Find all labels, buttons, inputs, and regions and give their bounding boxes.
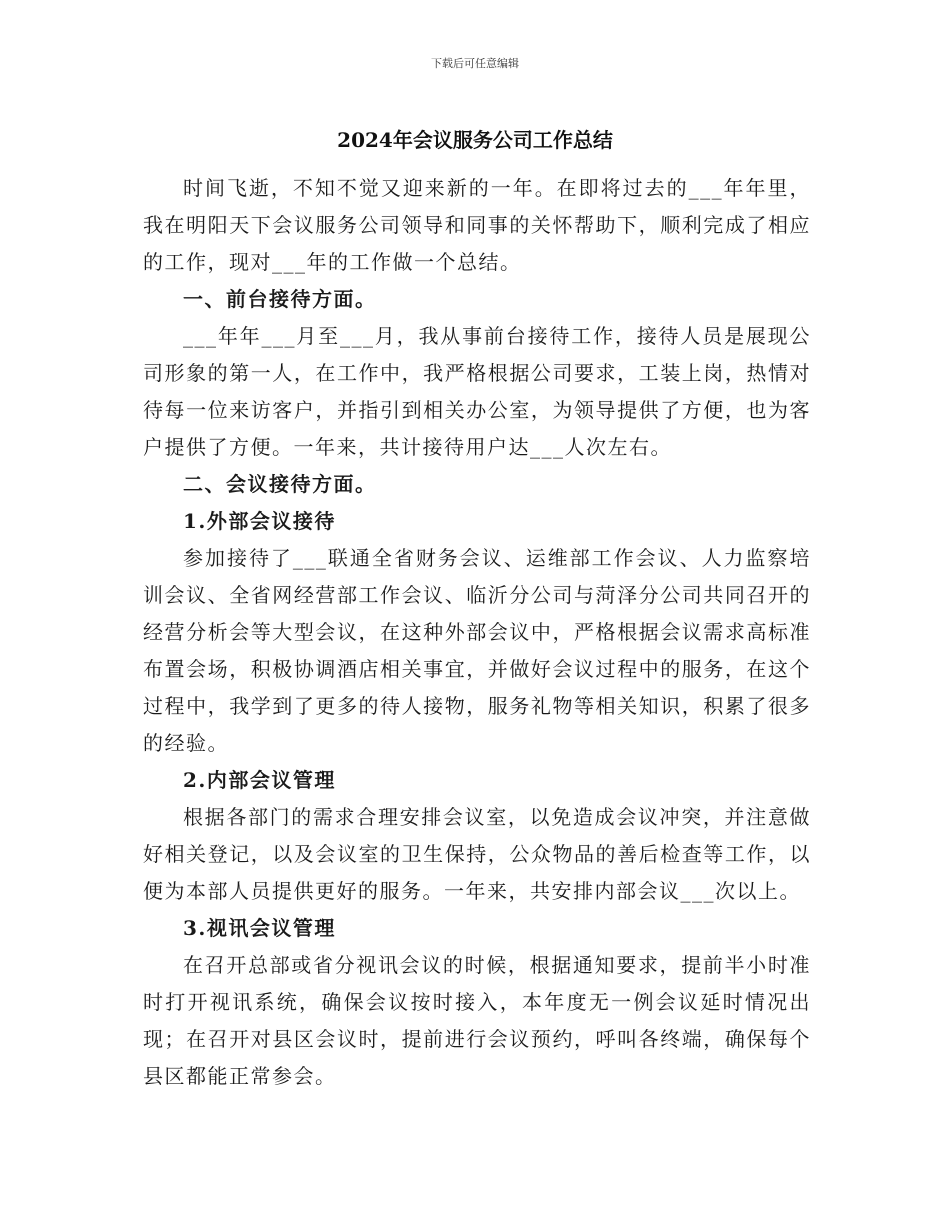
- subsection-3-paragraph: 在召开总部或省分视讯会议的时候，根据通知要求，提前半小时准时打开视讯系统，确保会议按时接入，本年度无一例会议延时情况出现；在召开对县区会议时，提前进行会议预约，呼叫各终端，确保每个县区都能正常参会。: [143, 953, 811, 1088]
- header-note: 下载后可任意编辑: [431, 57, 519, 70]
- section-2-heading: 二、会议接待方面。: [183, 472, 377, 496]
- document-body: [143, 170, 811, 1095]
- page-title: 2024年会议服务公司工作总结: [337, 128, 613, 152]
- subsection-1-paragraph: 参加接待了___联通全省财务会议、运维部工作会议、人力监察培训会议、全省网经营部工作会议、临沂分公司与菏泽分公司共同召开的经营分析会等大型会议，在这种外部会议中，严格根据会议需求高标准布置会场，积极协调酒店相关事宜，并做好会议过程中的服务，在这个过程中，我学到了更多的待人接物，服务礼物等相关知识，积累了很多的经验。: [143, 546, 811, 755]
- subsection-2-paragraph: 根据各部门的需求合理安排会议室，以免造成会议冲突，并注意做好相关登记，以及会议室的卫生保持，公众物品的善后检查等工作，以便为本部人员提供更好的服务。一年来，共安排内部会议___次以上。: [143, 805, 811, 903]
- subsection-1-heading: 1.外部会议接待: [183, 509, 336, 533]
- subsection-2-heading: 2.内部会议管理: [183, 768, 336, 792]
- section-1-heading: 一、前台接待方面。: [183, 287, 377, 311]
- section-1-paragraph: ___年年___月至___月，我从事前台接待工作，接待人员是展现公司形象的第一人，在工作中，我严格根据公司要求，工装上岗，热情对待每一位来访客户，并指引到相关办公室，为领导提供了方便，也为客户提供了方便。一年来，共计接待用户达___人次左右。: [143, 324, 811, 459]
- subsection-3-heading: 3.视讯会议管理: [183, 916, 336, 940]
- intro-paragraph: 时间飞逝，不知不觉又迎来新的一年。在即将过去的___年年里，我在明阳天下会议服务公司领导和同事的关怀帮助下，顺利完成了相应的工作，现对___年的工作做一个总结。: [143, 176, 811, 274]
